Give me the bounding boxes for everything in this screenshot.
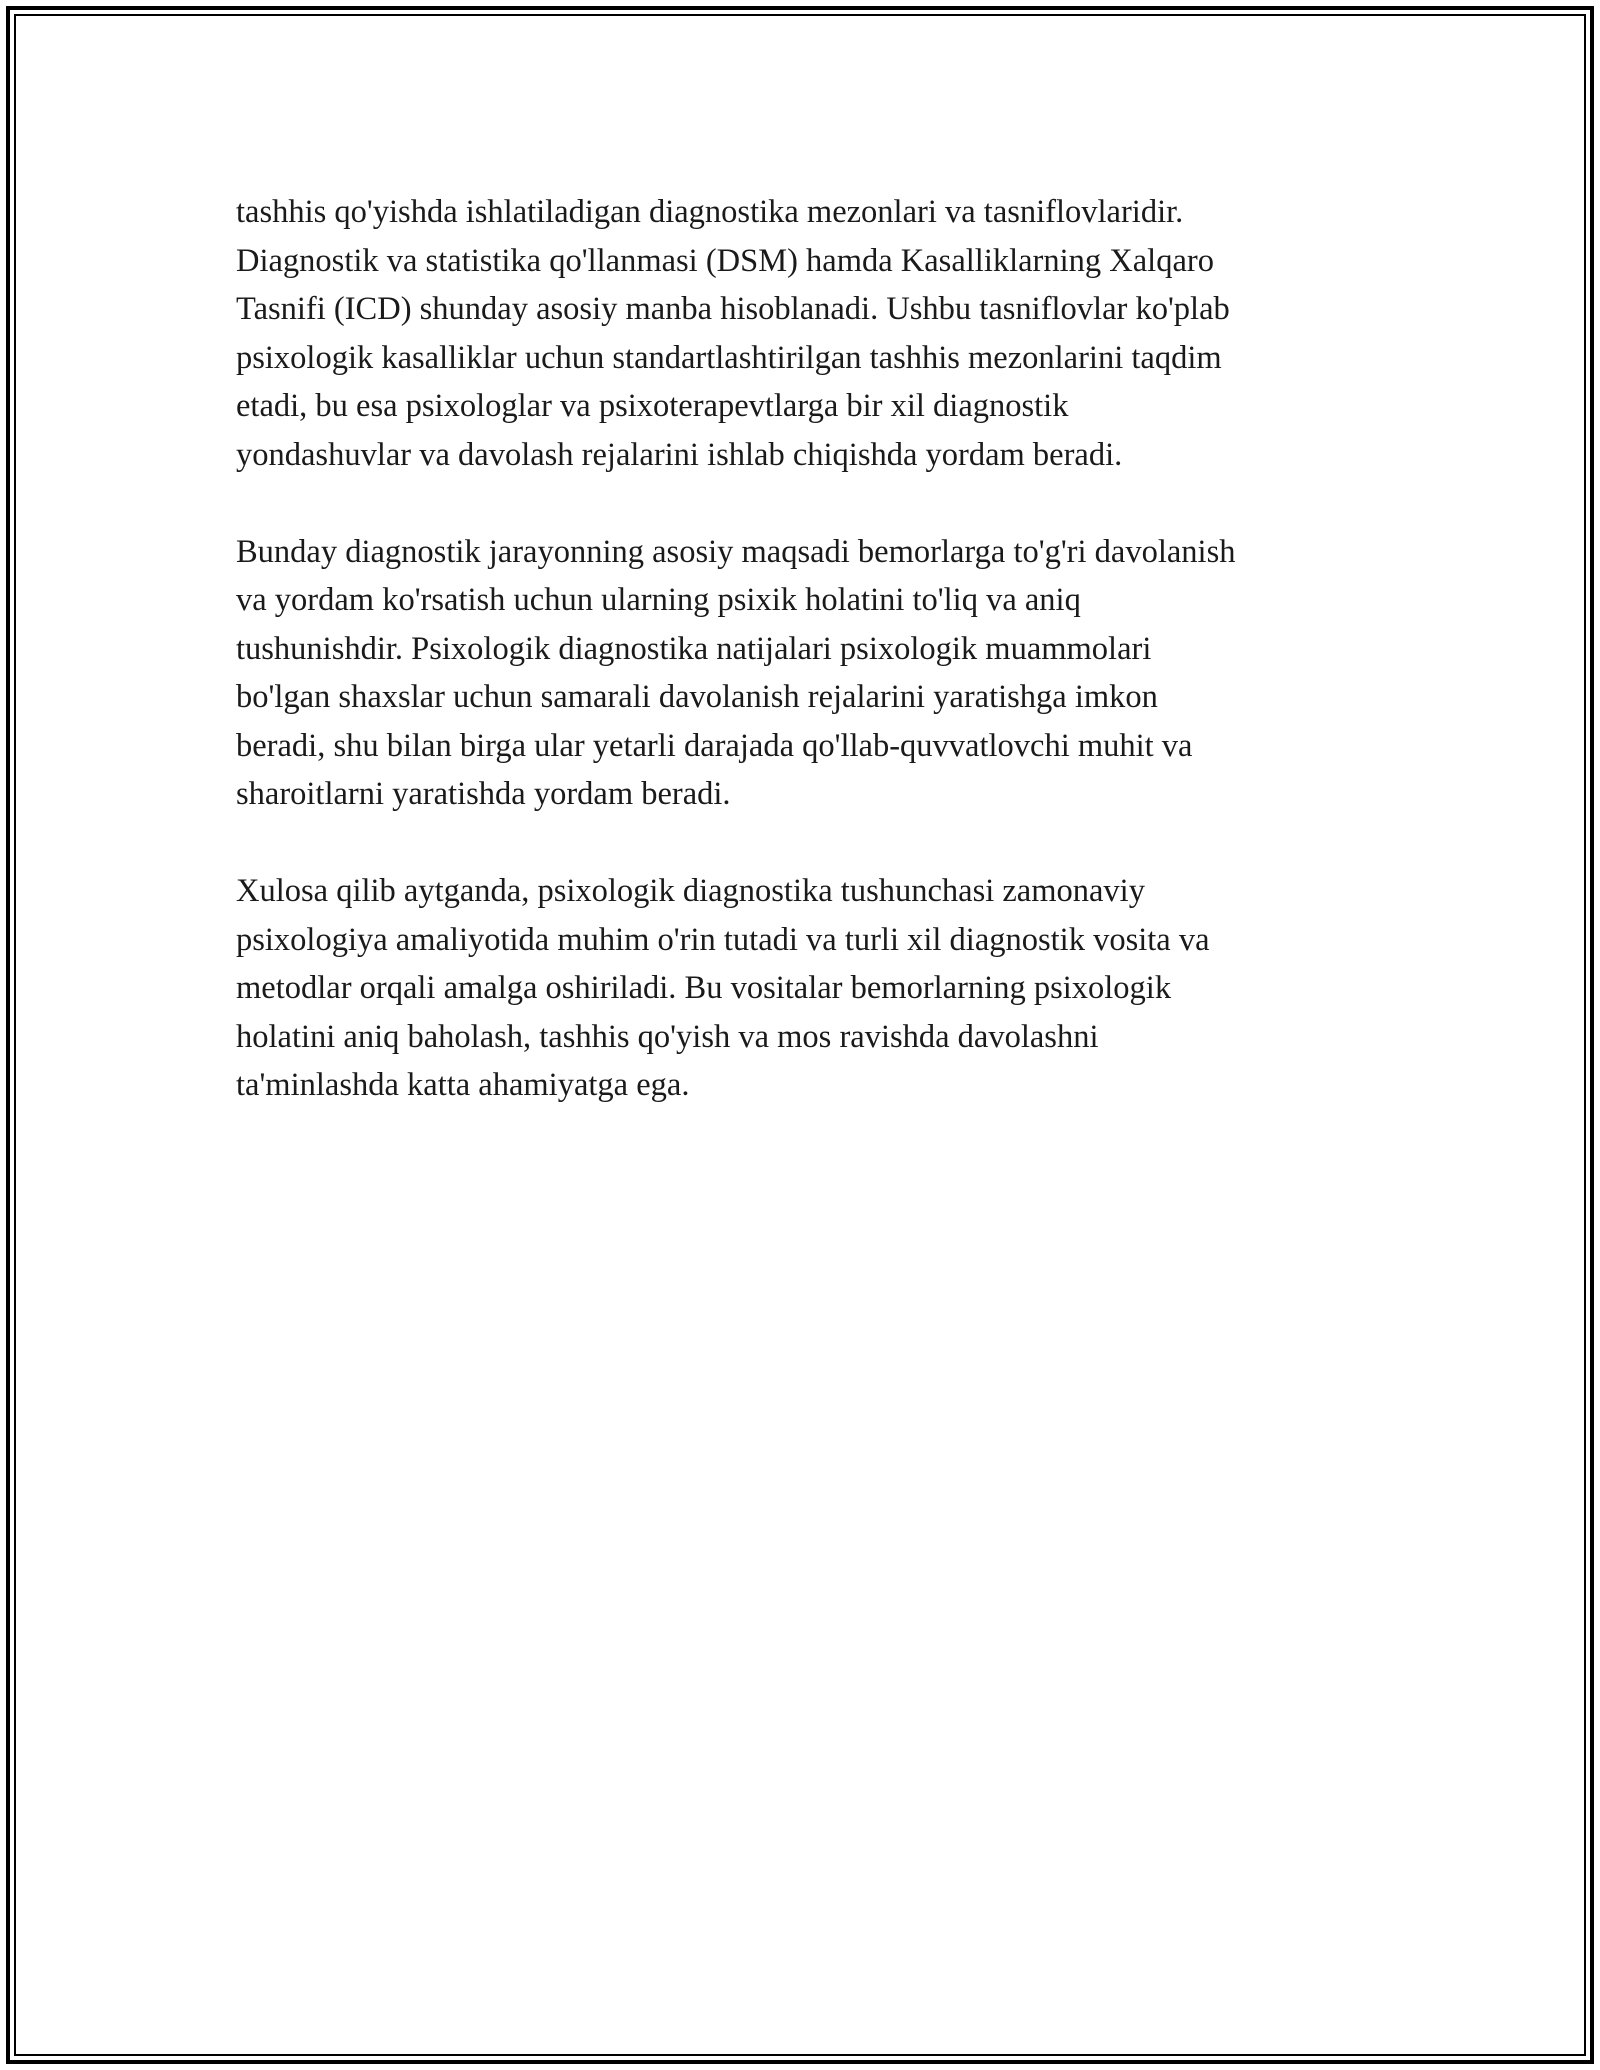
text-line: beradi, shu bilan birga ular yetarli darajada qo'llab-quvvatlovchi muhit va [236, 727, 1193, 764]
text-line: va yordam ko'rsatish uchun ularning psixik holatini to'liq va aniq [236, 582, 1081, 618]
text-line: metodlar orqali amalga oshiriladi. Bu vositalar bemorlarning psixologik [236, 970, 1172, 1006]
text-line: tushunishdir. Psixologik diagnostika natijalari psixologik muammolari [236, 630, 1152, 667]
text-line: yondashuvlar va davolash rejalarini ishlab chiqishda yordam beradi. [236, 436, 1123, 473]
text-line: Xulosa qilib aytganda, psixologik diagnostika tushunchasi zamonaviy [236, 873, 1145, 909]
text-line: holatini aniq baholash, tashhis qo'yish va mos ravishda davolashni [236, 1018, 1099, 1055]
text-line: ta'minlashda katta ahamiyatga ega. [236, 1067, 690, 1103]
text-line: Diagnostik va statistika qo'llanmasi (DSM) hamda Kasalliklarning Xalqaro [236, 242, 1214, 279]
text-line: tashhis qo'yishda ishlatiladigan diagnostika mezonlari va tasniflovlaridir. [236, 194, 1184, 230]
text-line: Bunday diagnostik jarayonning asosiy maqsadi bemorlarga to'g'ri davolanish [236, 533, 1236, 570]
paragraph-1 [236, 188, 1386, 479]
text-line: psixologiya amaliyotida muhim o'rin tutadi va turli xil diagnostik vosita va [236, 921, 1210, 958]
text-line: etadi, bu esa psixologlar va psixoterapevtlarga bir xil diagnostik [236, 388, 1069, 424]
paragraph-3 [236, 867, 1386, 1110]
text-line: bo'lgan shaxslar uchun samarali davolanish rejalarini yaratishga imkon [236, 679, 1158, 715]
text-line: Tasnifi (ICD) shunday asosiy manba hisoblanadi. Ushbu tasniflovlar ko'plab [236, 291, 1230, 327]
document-body [236, 188, 1386, 1158]
text-line: sharoitlarni yaratishda yordam beradi. [236, 776, 731, 812]
text-line: psixologik kasalliklar uchun standartlashtirilgan tashhis mezonlarini taqdim [236, 339, 1222, 376]
paragraph-2 [236, 528, 1386, 819]
